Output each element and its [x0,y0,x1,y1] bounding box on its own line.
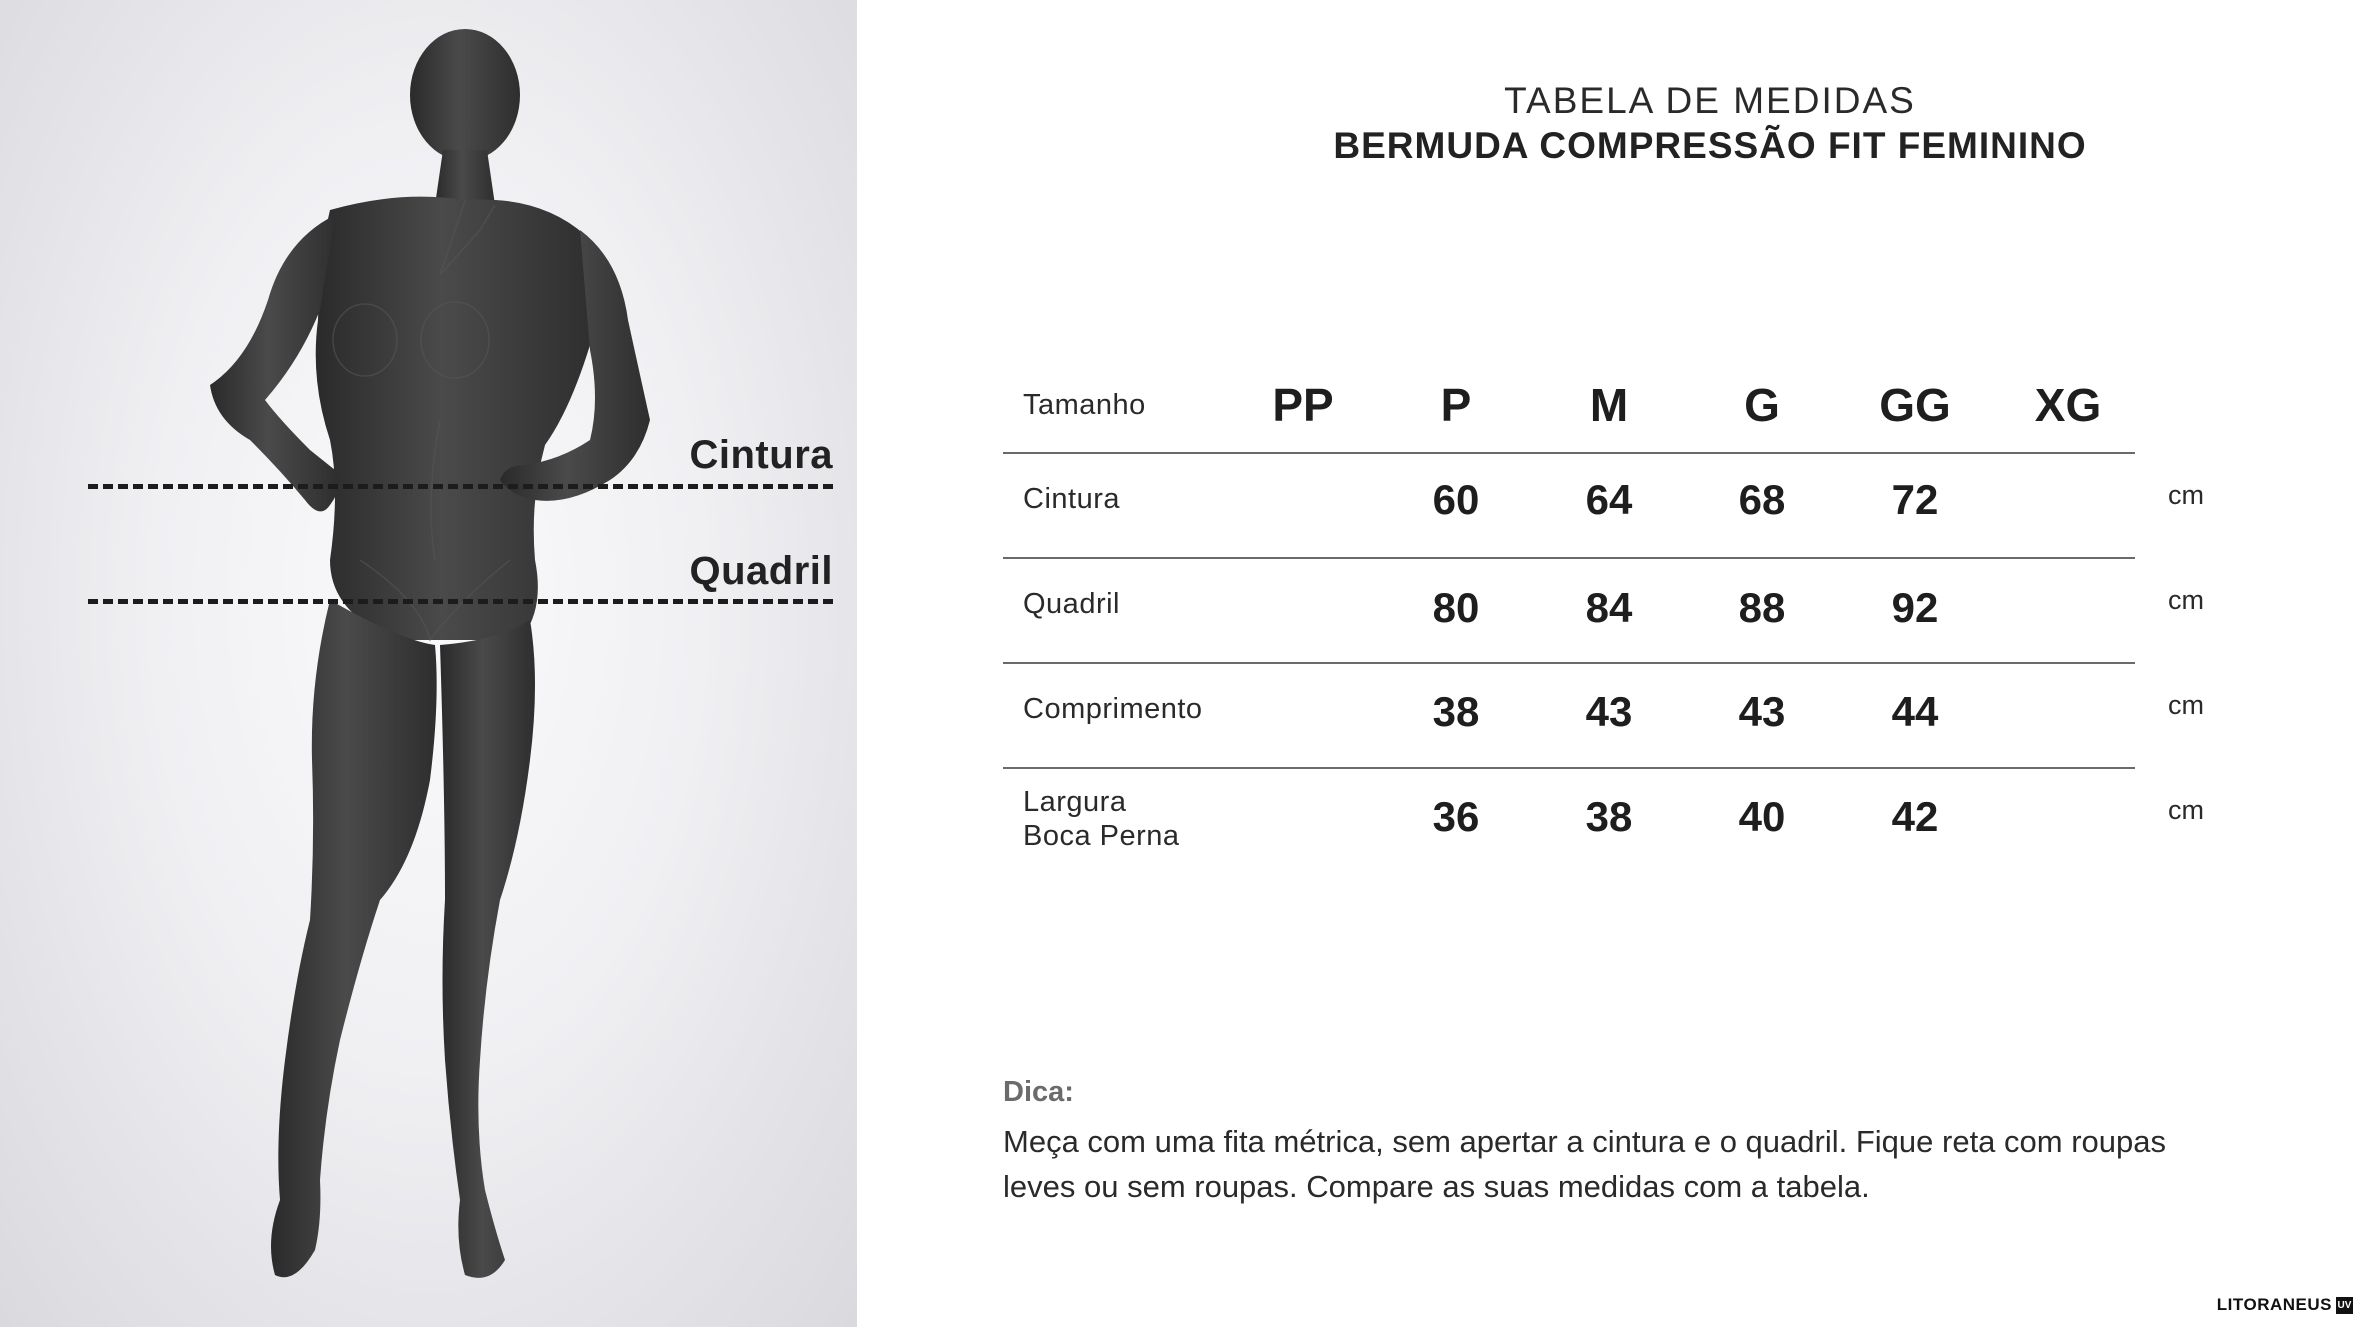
brand-logo [2217,1295,2353,1315]
size-pp: PP [1272,379,1334,431]
unit-label: cm [2168,795,2204,825]
value-cell: 92 [1891,584,1939,631]
unit-label: cm [2168,690,2204,720]
value-cell: 44 [1891,688,1939,735]
title-line-1: TABELA DE MEDIDAS [1504,80,1916,121]
value-cell: 72 [1891,476,1939,523]
title-line-2: BERMUDA COMPRESSÃO FIT FEMININO [1333,125,2087,166]
cintura-label: Cintura [689,433,833,477]
table-divider [1003,557,2135,559]
uv-badge-icon: UV [2336,1297,2353,1314]
brand-name: LITORANEUS [2216,1295,2332,1314]
value-cell: 38 [1585,793,1633,840]
row-label: Comprimento [1023,693,1203,725]
row-label: Quadril [1023,588,1120,620]
value-cell: 36 [1432,793,1480,840]
value-cell: 60 [1432,476,1480,523]
row-label-line-2: Boca Perna [1023,820,1180,852]
value-cell: 43 [1738,688,1786,735]
value-cell: 64 [1585,476,1633,523]
value-cell: 88 [1738,584,1786,631]
value-cell: 42 [1891,793,1939,840]
size-xg: XG [2034,379,2102,431]
cintura-measure-line [88,484,833,489]
tip-section [1003,1076,2303,1209]
illustration-panel [0,0,857,1327]
row-label-line-1: Largura [1023,786,1127,818]
value-cell: 84 [1585,584,1633,631]
table-divider [1003,452,2135,454]
quadril-measure-line [88,599,833,604]
mannequin-figure [0,0,857,1327]
value-cell: 68 [1738,476,1786,523]
unit-label: cm [2168,585,2204,615]
table-divider [1003,767,2135,769]
value-cell: 80 [1432,584,1480,631]
header-label: Tamanho [1023,389,1146,421]
size-g: G [1744,379,1780,431]
quadril-label: Quadril [689,549,833,593]
value-cell: 40 [1738,793,1786,840]
row-label: Cintura [1023,483,1120,515]
size-m: M [1589,379,1629,431]
size-p: P [1440,379,1472,431]
unit-label: cm [2168,480,2204,510]
tip-text: Meça com uma fita métrica, sem apertar a cintura e o quadril. Fique reta com roupas leves ou sem roupas. Compare as suas medidas com a tabela. [1003,1124,2166,1204]
value-cell: 43 [1585,688,1633,735]
row-label [1023,785,1180,853]
table-divider [1003,662,2135,664]
tip-title: Dica: [1003,1076,1074,1108]
value-cell: 38 [1432,688,1480,735]
size-gg: GG [1879,379,1951,431]
